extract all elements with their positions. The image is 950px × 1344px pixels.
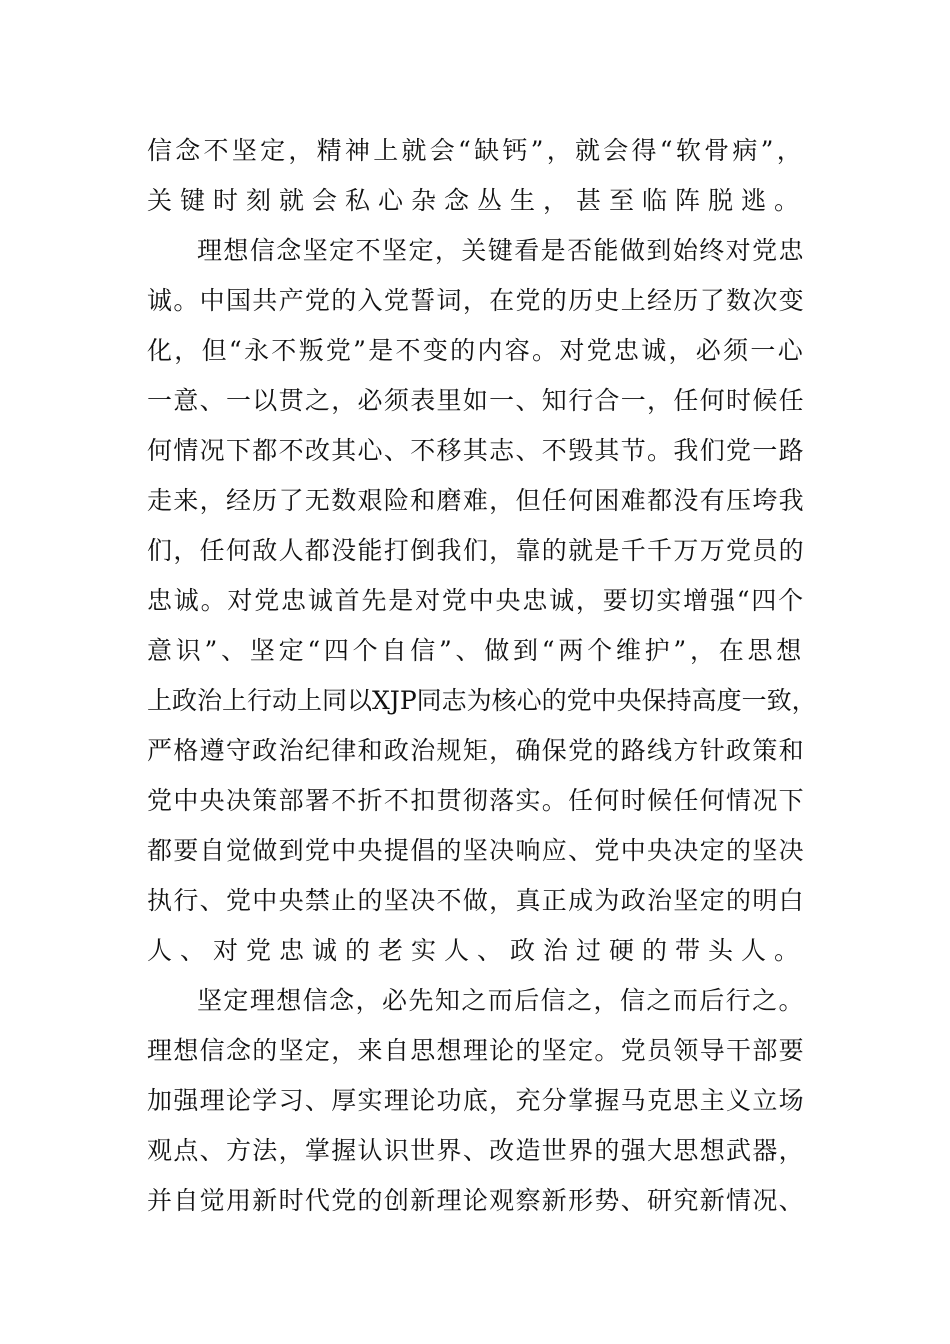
text-line (0, 531, 950, 571)
text-line (0, 881, 950, 921)
text-line (0, 1031, 950, 1071)
line-text: 一意、一以贯之，必须表里如一、知行合一，任何时候任 (147, 386, 805, 415)
line-text: 加强理论学习、厚实理论功底，充分掌握马克思主义立场 (147, 1086, 805, 1115)
line-text: 人、对党忠诚的老实人、政治过硬的带头人。 (147, 936, 808, 965)
line-text: 忠诚。对党忠诚首先是对党中央忠诚，要切实增强“四个 (147, 586, 805, 615)
line-text: 们，任何敌人都没能打倒我们，靠的就是千千万万党员的 (147, 536, 805, 565)
line-text: 并自觉用新时代党的创新理论观察新形势、研究新情况、 (147, 1186, 805, 1215)
line-text: 党中央决策部署不折不扣贯彻落实。任何时候任何情况下 (147, 786, 805, 815)
line-text: 化，但“永不叛党”是不变的内容。对党忠诚，必须一心 (147, 336, 805, 365)
text-line (0, 331, 950, 371)
line-text: 关键时刻就会私心杂念丛生，甚至临阵脱逃。 (147, 186, 808, 215)
text-line (0, 431, 950, 471)
line-text: 诚。中国共产党的入党誓词，在党的历史上经历了数次变 (147, 286, 805, 315)
text-line (0, 481, 950, 521)
text-line (0, 1081, 950, 1121)
line-text: 都要自觉做到党中央提倡的坚决响应、党中央决定的坚决 (147, 836, 805, 865)
line-text: 走来，经历了无数艰险和磨难，但任何困难都没有压垮我 (147, 486, 805, 515)
text-line (0, 831, 950, 871)
text-line (0, 731, 950, 771)
line-text: 执行、党中央禁止的坚决不做，真正成为政治坚定的明白 (147, 886, 805, 915)
text-line (0, 131, 950, 171)
text-line (0, 681, 950, 721)
text-line (0, 631, 950, 671)
line-text: 信念不坚定，精神上就会“缺钙”，就会得“软骨病”， (147, 136, 805, 165)
text-line (0, 981, 950, 1021)
text-line (0, 281, 950, 321)
text-line (0, 231, 950, 271)
line-text: 何情况下都不改其心、不移其志、不毁其节。我们党一路 (147, 436, 805, 465)
line-text: 理想信念坚定不坚定，关键看是否能做到始终对党忠 (197, 236, 805, 265)
text-line (0, 781, 950, 821)
text-line (0, 1181, 950, 1221)
line-text: 上政治上行动上同以XJP同志为核心的党中央保持高度一致， (147, 686, 817, 715)
line-text: 意识”、坚定“四个自信”、做到“两个维护”，在思想 (147, 636, 806, 665)
line-text: 严格遵守政治纪律和政治规矩，确保党的路线方针政策和 (147, 736, 805, 765)
text-line (0, 1131, 950, 1171)
line-text: 坚定理想信念，必先知之而后信之，信之而后行之。 (197, 986, 805, 1015)
text-line (0, 581, 950, 621)
text-line (0, 931, 950, 971)
line-text: 观点、方法，掌握认识世界、改造世界的强大思想武器， (147, 1136, 805, 1165)
text-line (0, 381, 950, 421)
text-line (0, 181, 950, 221)
line-text: 理想信念的坚定，来自思想理论的坚定。党员领导干部要 (147, 1036, 805, 1065)
